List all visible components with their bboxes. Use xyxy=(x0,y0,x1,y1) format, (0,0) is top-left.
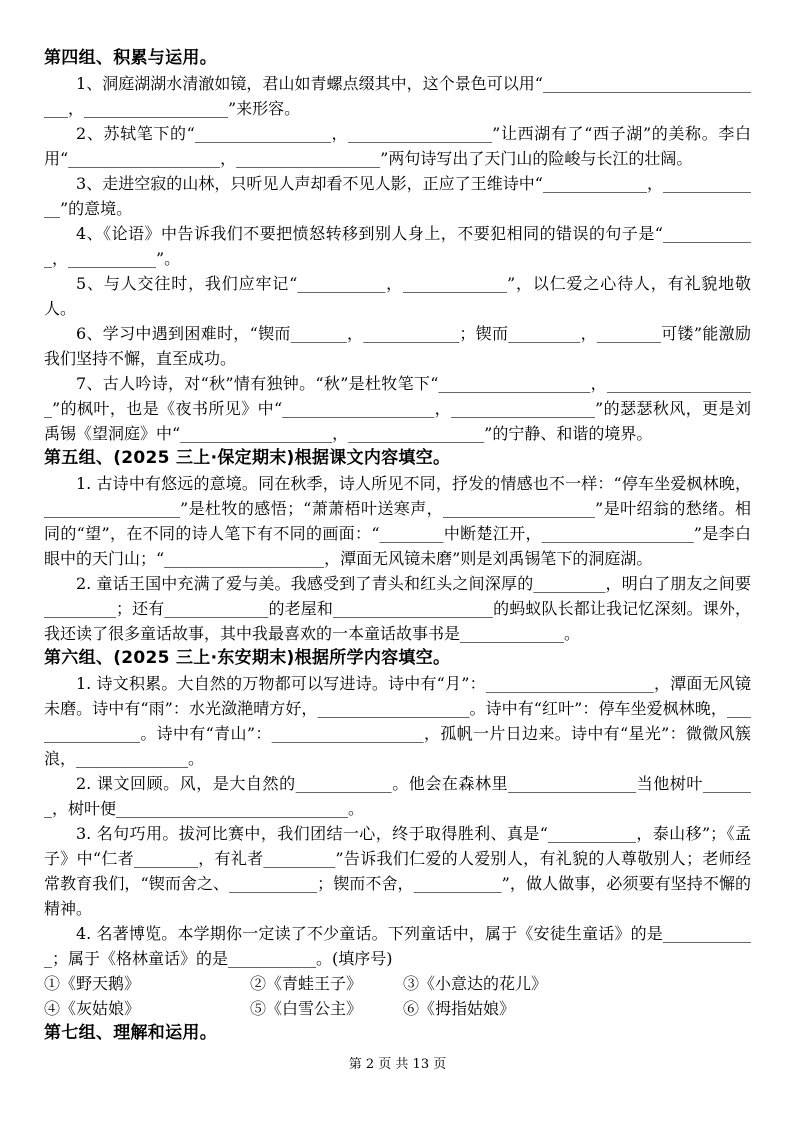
question-6-1: 1. 诗文积累。大自然的万物都可以写进诗。诗中有“月”：_____________________，潭面无风镜未磨。诗中有“雨”：水光潋滟晴方好，___________________。诗中有“红叶”：停车坐爱枫林晚，_______________。诗中有“青山”：___________________，孤帆一片日边来。诗中有“星光”：微微风簇浪，______________。 xyxy=(44,674,751,768)
question-6-4: 4. 名著博览。本学期你一定读了不少童话。下列童话中，属于《安徒生童话》的是____________；属于《格林童话》的是___________。(填序号) xyxy=(44,924,751,968)
option-1-wild-swans: ①《野天鹅》 xyxy=(44,974,141,993)
question-5-1: 1. 古诗中有悠远的意境。同在秋季，诗人所见不同，抒发的情感也不一样：“停车坐爱枫林晚，_________________”是杜牧的感悟；“萧萧梧叶送寒声，___________________”是叶绍翁的愁绪。相同的“望”，在不同的诗人笔下有不同的画面：“________中断楚江开，___________________”是李白眼中的天门山；“____________________，潭面无风镜未磨”则是刘禹锡笔下的洞庭湖。 xyxy=(44,474,751,568)
question-4-3: 3、走进空寂的山林，只听见人声却看不见人影，正应了王维诗中“_____________，_____________”的意境。 xyxy=(44,174,751,218)
section-4-heading: 第四组、积累与运用。 xyxy=(44,48,217,68)
section-group-5 xyxy=(44,446,751,646)
question-4-6: 6、学习中遇到困难时，“锲而_______，____________；锲而_________，________可镂”能激励我们坚持不懈，直至成功。 xyxy=(44,324,751,368)
page-number: 第 2 页 共 13 页 xyxy=(348,1057,447,1072)
section-7-heading: 第七组、理解和运用。 xyxy=(44,1023,217,1043)
question-4-2: 2、苏轼笔下的“_________________，__________________”让西湖有了“西子湖”的美称。李白用“___________________，__________________”两句诗写出了天门山的险峻与长江的壮阔。 xyxy=(44,124,751,168)
option-6-thumbelina: ⑥《拇指姑娘》 xyxy=(403,999,516,1018)
section-group-4 xyxy=(44,46,751,446)
option-5-snow-white: ⑤《白雪公主》 xyxy=(250,999,363,1018)
question-4-4: 4、《论语》中告诉我们不要把愤怒转移到别人身上，不要犯相同的错误的句子是“____________，___________”。 xyxy=(44,224,751,268)
question-6-3: 3. 名句巧用。拔河比赛中，我们团结一心，终于取得胜利、真是“___________，泰山移”；《孟子》中“仁者________，有礼者_________”告诉我们仁爱的人爱别人，有礼貌的人尊敬别人；老师经常教育我们，“锲而舍之、___________；锲而不舍，___________”，做人做事，必须要有坚持不懈的精神。 xyxy=(44,824,751,918)
question-4-1: 1、洞庭湖湖水清澈如镜，君山如青螺点缀其中，这个景色可以用“_____________________________，__________________”来形容。 xyxy=(44,74,751,118)
option-2-frog-prince: ②《青蛙王子》 xyxy=(250,974,363,993)
question-5-2: 2. 童话王国中充满了爱与美。我感受到了青头和红头之间深厚的_________，明白了朋友之间要_________；还有_____________的老屋和____________________的蚂蚁队长都让我记忆深刻。课外，我还读了很多童话故事，其中我最喜欢的一本童话故事书是_____________。 xyxy=(44,574,751,643)
question-6-2: 2. 课文回顾。风，是大自然的____________。他会在森林里________________当他树叶_______，树叶便_____________________________。 xyxy=(44,774,751,818)
question-4-7: 7、古人吟诗，对“秋”情有独钟。“秋”是杜牧笔下“___________________，___________________”的枫叶，也是《夜书所见》中“___________________，__________________”的瑟瑟秋风，更是刘禹锡《望洞庭》中“___________________，_________________”的宁静、和谐的境界。 xyxy=(44,374,751,443)
section-group-7 xyxy=(44,1021,751,1046)
option-3-little-idas-flowers: ③《小意达的花儿》 xyxy=(403,974,548,993)
fairy-tale-options xyxy=(44,971,751,1021)
section-6-heading: 第六组、(2025 三上·东安期末)根据所学内容填空。 xyxy=(44,648,451,668)
question-4-5: 5、与人交往时，我们应牢记“___________，_____________”，以仁爱之心待人，有礼貌地敬人。 xyxy=(44,274,751,318)
section-5-heading: 第五组、(2025 三上·保定期末)根据课文内容填空。 xyxy=(44,448,451,468)
section-group-6 xyxy=(44,646,751,1021)
option-4-cinderella: ④《灰姑娘》 xyxy=(44,999,141,1018)
